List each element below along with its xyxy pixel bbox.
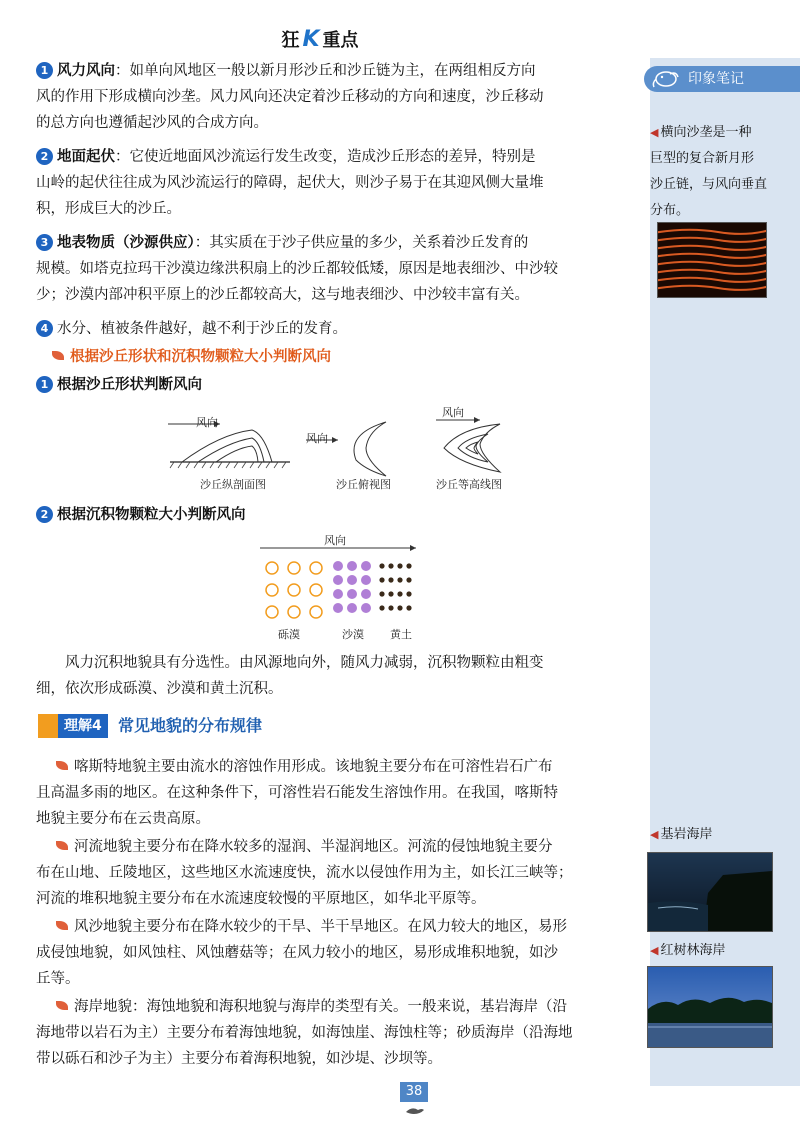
number-badge: 2: [36, 506, 53, 523]
side-note-line: ◀ 横向沙垄是一种: [650, 125, 752, 140]
number-badge: 1: [36, 62, 53, 79]
page-header: [0, 26, 640, 52]
section-title: 常见地貌的分布规律: [118, 716, 263, 735]
mangrove-coast-image: [648, 967, 772, 1047]
caption-rock-coast: ◀ 基岩海岸: [650, 827, 713, 842]
page-number: 38: [400, 1082, 428, 1102]
side-note-line: 巨型的复合新月形: [650, 151, 755, 166]
method-heading: 根据沙丘形状和沉积物颗粒大小判断风向: [52, 344, 650, 370]
header-left: 狂: [281, 30, 300, 51]
paragraph-heading: 地表物质（沙源供应）: [57, 235, 195, 251]
paragraph-river: 河流地貌主要分布在降水较多的湿润、半湿润地区。河流的侵蚀地貌主要分 布在山地、丘陵地区，这些地区水流速度快，流水以侵蚀作用为主，如长江三峡等； 河流的堆积地貌主要分布在水流速度较慢的平原地区，如华北平原等。: [36, 839, 573, 907]
dune-profile-diagram: [168, 421, 290, 468]
leaf-icon: [56, 761, 68, 770]
number-badge: 1: [36, 376, 53, 393]
triangle-icon: ◀: [650, 126, 659, 139]
note-header: [644, 66, 800, 92]
sand-dune-photo: [657, 222, 767, 298]
loess-particles: [379, 563, 411, 610]
caption-loess: 黄土: [390, 628, 412, 641]
leaf-icon: [56, 921, 68, 930]
paragraph-coast: 海岸地貌：海蚀地貌和海积地貌与海岸的类型有关。一般来说，基岩海岸（沿 海地带以岩石为主）主要分布着海蚀地貌，如海蚀崖、海蚀柱等；砂质海岸（沿海地 带以砾石和沙子为主）主要分布着海积地貌，如沙堤、沙坝等。: [36, 999, 573, 1067]
dune-contour-diagram: [436, 417, 500, 472]
paragraph-sorting: 风力沉积地貌具有分选性。由风源地向外，随风力减弱，沉积物颗粒由粗变 细，依次形成砾漠、沙漠和黄土沉积。: [36, 655, 544, 697]
leaf-icon: [56, 841, 68, 850]
subheading-particles: 2 根据沉积物颗粒大小判断风向: [36, 502, 634, 528]
triangle-icon: ◀: [650, 944, 659, 957]
header-k-logo: K: [302, 27, 320, 52]
side-note-line: 分布。: [650, 203, 690, 218]
leaf-icon: [56, 1001, 68, 1010]
paragraph-terrain: 2 地面起伏：它使近地面风沙流运行发生改变，造成沙丘形态的差异，特别是 山岭的起伏往往成为风沙流运行的障碍，起伏大，则沙子易于在其迎风侧大量堆 积，形成巨大的沙丘。: [36, 149, 544, 217]
gravel-particles: [266, 562, 322, 618]
bird-icon: [404, 1104, 426, 1116]
wind-label: 风向: [196, 416, 218, 429]
paragraph-vegetation: 4 水分、植被条件越好，越不利于沙丘的发育。: [36, 316, 634, 342]
paragraph-aeolian: 风沙地貌主要分布在降水较少的干旱、半干旱地区。在风力较大的地区，易形 成侵蚀地貌，如风蚀柱、风蚀蘑菇等；在风力较小的地区，易形成堆积地貌，如沙 丘等。: [36, 919, 567, 987]
caption-mangrove-coast: ◀ 红树林海岸: [650, 943, 726, 958]
particle-size-figure: [256, 542, 426, 624]
caption-profile: 沙丘纵剖面图: [200, 478, 266, 491]
wind-label: 风向: [442, 406, 464, 419]
triangle-icon: ◀: [650, 828, 659, 841]
number-badge: 4: [36, 320, 53, 337]
header-right: 重点: [322, 30, 359, 51]
subheading-shape: 1 根据沙丘形状判断风向: [36, 372, 634, 398]
note-title: 印象笔记: [688, 71, 744, 87]
rock-coast-image: [648, 853, 772, 931]
caption-top-view: 沙丘俯视图: [336, 478, 391, 491]
caption-gravel: 砾漠: [278, 628, 300, 641]
paragraph-heading: 地面起伏: [57, 149, 115, 165]
sand-dune-image: [658, 223, 766, 297]
rock-coast-photo: [647, 852, 773, 932]
caption-contour: 沙丘等高线图: [436, 478, 502, 491]
section-label: 理解4: [58, 714, 108, 738]
mangrove-coast-photo: [647, 966, 773, 1048]
number-badge: 2: [36, 148, 53, 165]
leaf-icon: [52, 351, 64, 360]
side-note: [650, 120, 790, 224]
wind-label: 风向: [324, 534, 346, 547]
book-icon: [38, 714, 58, 738]
paragraph-material: 3 地表物质（沙源供应）：其实质在于沙子供应量的多少，关系着沙丘发育的 规模。如塔克拉玛干沙漠边缘洪积扇上的沙丘都较低矮，原因是地表细沙、中沙较 少；沙漠内部冲积平原上的沙丘都较高大，这与地表细沙、中沙较丰富有关。: [36, 235, 558, 303]
wind-label: 风向: [306, 432, 328, 445]
paragraph-heading: 风力风向: [57, 63, 115, 79]
caption-sand: 沙漠: [342, 628, 364, 641]
sand-particles: [333, 561, 371, 613]
paragraph-wind: 1 风力风向：如单向风地区一般以新月形沙丘和沙丘链为主，在两组相反方向 风的作用下形成横向沙垄。风力风向还决定着沙丘移动的方向和速度，沙丘移动 的总方向也遵循起沙风的合成方向。: [36, 63, 544, 131]
side-note-line: 沙丘链，与风向垂直: [650, 177, 768, 192]
paragraph-karst: 喀斯特地貌主要由流水的溶蚀作用形成。该地貌主要分布在可溶性岩石广布 且高温多雨的地区。在这种条件下，可溶性岩石能发生溶蚀作用。在我国，喀斯特 地貌主要分布在云贵高原。: [36, 759, 558, 827]
number-badge: 3: [36, 234, 53, 251]
elephant-icon: [650, 69, 684, 89]
